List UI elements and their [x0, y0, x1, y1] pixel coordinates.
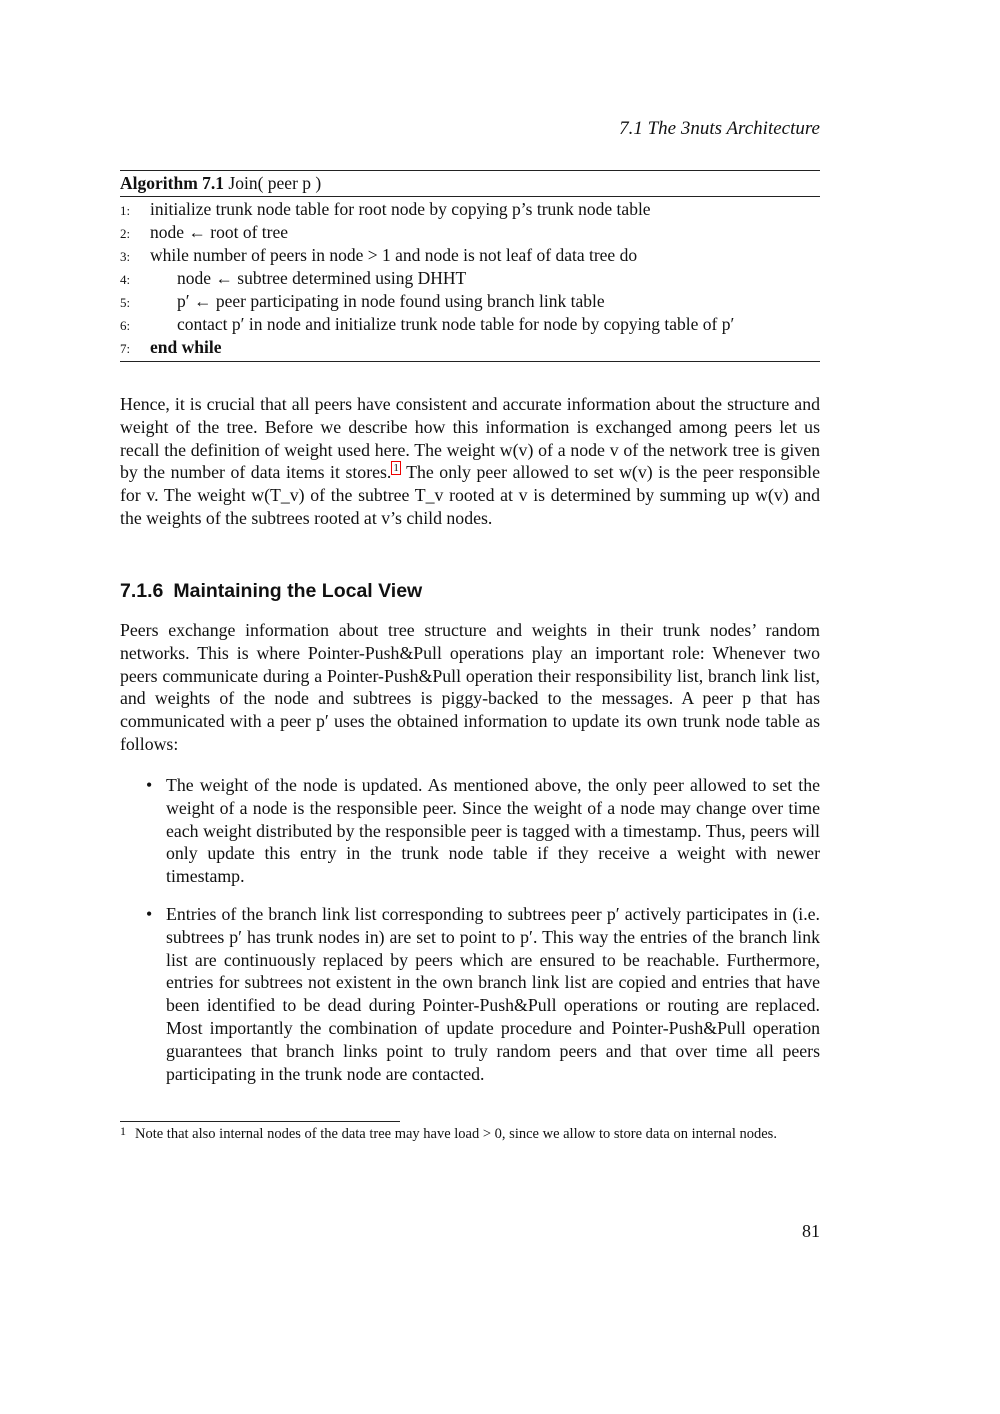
running-head: 7.1 The 3nuts Architecture [619, 118, 820, 139]
section-number: 7.1.6 [120, 580, 164, 602]
algorithm-box [120, 170, 820, 362]
algorithm-lines [120, 197, 820, 359]
algorithm-line-5: 5: p′ ← peer participating in node found using branch link table [120, 291, 605, 311]
page-number: 81 [802, 1221, 820, 1241]
list-item: • Entries of the branch link list corresponding to subtrees peer p′ actively participates in (i.e. subtrees p′ has trunk nodes in) are set to point to p′. This way the entries of the branch link list are continuously replaced by peers which are ensured to be reachable. Furthermore, entries for subtrees not existent in the own branch link list are copied and entries that have been identified to be dead during Pointer-Push&Pull operations or routing are replaced. Most importantly the combination of update procedure and Pointer-Push&Pull operation guarantees that branch links point to truly random peers and that over time all peers participating in the trunk node are contacted. [146, 903, 820, 1084]
algorithm-line-4: 4: node ← subtree determined using DHHT [120, 268, 467, 288]
footnote-text: Note that also internal nodes of the data tree may have load > 0, since we allow to store data on internal nodes. [135, 1126, 777, 1142]
algorithm-bottom-rule [120, 361, 820, 362]
algorithm-title: Join( peer p ) [228, 173, 322, 193]
list-item: • The weight of the node is updated. As mentioned above, the only peer allowed to set the weight of a node is the responsible peer. Since the weight of a node may change over time each weight distributed by the responsible peer is tagged with a timestamp. Thus, peers will only update this entry in the trunk node table if they receive a weight with newer timestamp. [146, 775, 820, 887]
bullet-list [120, 774, 820, 1100]
algorithm-line-3: 3: while number of peers in node > 1 and node is not leaf of data tree do [120, 245, 638, 265]
section-heading [120, 580, 422, 603]
body-paragraph: Hence, it is crucial that all peers have consistent and accurate information about the structure and weight of the tree. Before we describe how this information is exchanged among peers let us recall the definition of weight used here. The weight w(v) of a node v of the network tree is given by the number of data items it stores. $^1$ The only peer allowed to set w(v) is the peer responsible for v. The weight w(T_v) of the subtree T_v rooted at v is determined by summing up w(v) and the weights of the subtrees rooted at v’s child nodes. [120, 394, 821, 528]
section-title: Maintaining the Local View [173, 580, 423, 602]
footnote-reference[interactable]: 1 [393, 462, 399, 475]
algorithm-label: Algorithm 7.1 [120, 173, 225, 193]
algorithm-line-2: 2: node ← root of tree [120, 222, 289, 242]
algorithm-line-1: 1: initialize trunk node table for root node by copying p’s trunk node table [120, 199, 651, 219]
bullet-icon: • [146, 903, 153, 924]
algorithm-caption [120, 171, 820, 196]
body-paragraph: Peers exchange information about tree structure and weights in their trunk nodes’ random networks. This is where Pointer-Push&Pull operations play an important role: Whenever two peers communicate during a Pointer-Push&Pull operation their responsibility list, branch link list, and weights of the node and subtrees is piggy-backed to the messages. A peer p that has communicated with a peer p′ uses the obtained information to update its own trunk node table as follows: [120, 620, 820, 754]
footnote [120, 1125, 820, 1144]
algorithm-line-6: 6: contact p′ in node and initialize trunk node table for node by copying table of p′ [120, 314, 735, 334]
footnote-rule [120, 1121, 400, 1122]
algorithm-line-7: 7: end while [120, 337, 222, 357]
bullet-icon: • [146, 775, 153, 795]
footnote-mark: 1 [120, 1124, 126, 1138]
